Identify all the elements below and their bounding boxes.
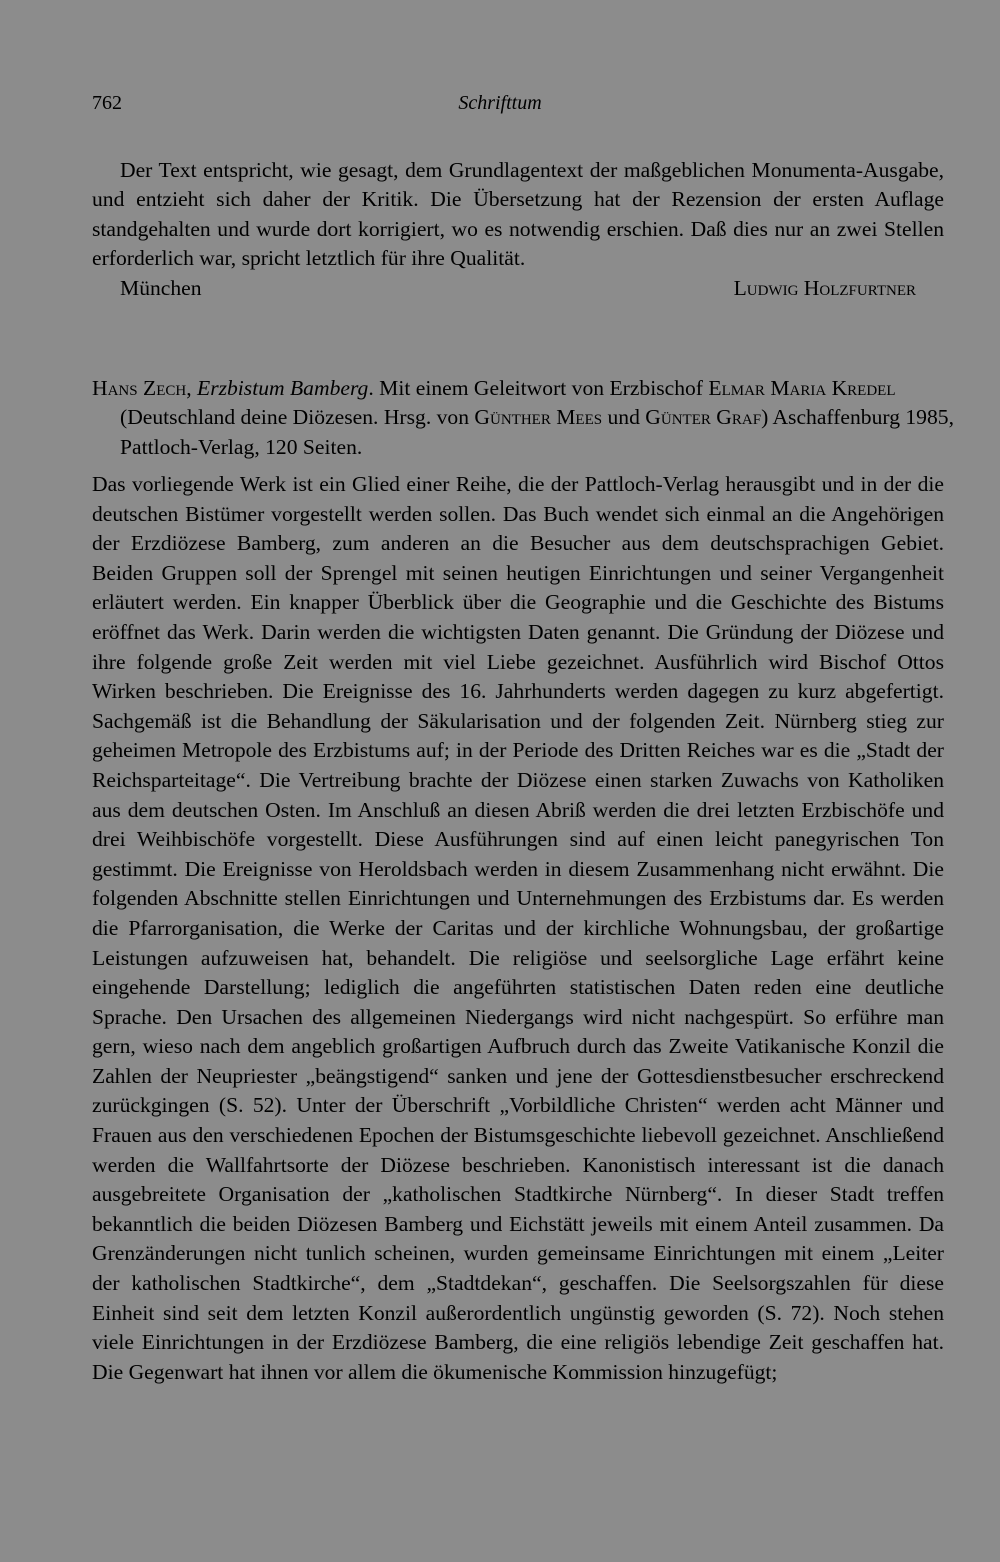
entry-editor-2: Günter Graf: [645, 405, 762, 430]
signature-line: [92, 274, 944, 303]
intro-paragraph: Der Text entspricht, wie gesagt, dem Grundlagentext der maßgeblichen Monumenta-Ausgabe, und entzieht sich daher der Kritik. Die Übersetzung hat der Rezension der ersten Auflage standgehalten und wurde dort korrigiert, wo es notwendig erschien. Daß dies nur an zwei Stellen erforderlich war, spricht letztlich für ihre Qualität.: [92, 158, 944, 271]
signature-place: München: [120, 275, 202, 300]
review-paragraph: Das vorliegende Werk ist ein Glied einer Reihe, die der Pattloch-Verlag herausgibt und in der die deutschen Bistümer vorgestellt werden sollen. Das Buch wendet sich einmal an die Angehörigen der Erzdiözese Bamberg, zum anderen an die Besucher aus dem deutschsprachigen Gebiet. Beiden Gruppen soll der Sprengel mit seinen heutigen Einrichtungen und seiner Vergangenheit erläutert werden. Ein knapper Überblick über die Geographie und die Geschichte des Bistums eröffnet das Werk. Darin werden die wichtigsten Daten genannt. Die Gründung der Diözese und ihre folgende große Zeit werden mit viel Liebe gezeichnet. Ausführlich wird Bischof Ottos Wirken beschrieben. Die Ereignisse des 16. Jahrhunderts werden dagegen zu kurz abgefertigt. Sachgemäß ist die Behandlung der Säkularisation und der folgenden Zeit. Nürnberg stieg zur geheimen Metropole des Erzbistums auf; in der Periode des Dritten Reiches war es die „Stadt der Reichsparteitage“. Die Vertreibung brachte der Diözese einen starken Zuwachs von Katholiken aus dem deutschen Osten. Im Anschluß an diesen Abriß werden die drei letzten Erzbischöfe und drei Weihbischöfe vorgestellt. Diese Ausführungen sind auf einen leicht panegyrischen Ton gestimmt. Die Ereignisse von Heroldsbach werden in diesem Zusammenhang nicht erwähnt. Die folgenden Abschnitte stellen Einrichtungen und Unternehmungen des Erzbistums dar. Es werden die Pfarrorganisation, die Werke der Caritas und der kirchliche Wohnungsbau, der großartige Leistungen aufzuweisen hat, behandelt. Die religiöse und seelsorgliche Lage erfährt keine eingehende Darstellung; lediglich die angeführten statistischen Daten reden eine deutliche Sprache. Den Ursachen des allgemeinen Niedergangs wird nicht nachgespürt. So erführe man gern, wieso nach dem angeblich großartigen Aufbruch durch das Zweite Vatikanische Konzil die Zahlen der Neupriester „beängstigend“ sanken und jene der Gottesdienstbesucher erschreckend zurückgingen (S. 52). Unter der Überschrift „Vorbildliche Christen“ werden acht Männer und Frauen aus den verschiedenen Epochen der Bistumsgeschichte liebevoll gezeichnet. Anschließend werden die Wallfahrtsorte der Diözese beschrieben. Kanonistisch interessant ist die danach ausgebreitete Organisation der „katholischen Stadtkirche Nürnberg“. In dieser Stadt treffen bekanntlich die beiden Diözesen Bamberg und Eichstätt jeweils mit einem Anteil zusammen. Da Grenzänderungen nicht tunlich scheinen, wurden gemeinsame Einrichtungen mit einem „Leiter der katholischen Stadtkirche“, dem „Stadtdekan“, geschaffen. Die Seelsorgszahlen für diese Einheit sind seit dem letzten Konzil außerordentlich ungünstig geworden (S. 72). Noch stehen viele Einrichtungen in der Erzdiözese Bamberg, die eine religiös lebendige Zeit geschaffen hat. Die Gegenwart hat ihnen vor allem die ökumenische Kommission hinzugefügt;: [92, 472, 944, 1384]
entry-text-4: ) Aschaffenburg 1985, Pattloch-Verlag, 120 Seiten.: [120, 405, 954, 459]
signature-reviewer: Ludwig Holzfurtner: [733, 275, 916, 300]
entry-text-2: (Deutschland deine Diözesen. Hrsg. von: [120, 405, 475, 430]
intro-section: [92, 156, 944, 303]
entry-foreword-author: Elmar Maria Kredel: [708, 376, 896, 400]
entry-text-3: und: [602, 405, 646, 430]
entry-editor-1: Günther Mees: [474, 405, 603, 430]
bibliographic-entry: [92, 374, 972, 462]
running-head: [92, 92, 908, 122]
entry-text-1: . Mit einem Geleitwort von Erzbischof: [368, 376, 709, 400]
review-body: [92, 470, 944, 1387]
entry-sep: ,: [186, 376, 197, 400]
entry-author: Hans Zech: [92, 376, 187, 400]
page-number: 762: [92, 92, 122, 114]
entry-title: Erzbistum Bamberg: [197, 376, 369, 400]
running-title: Schrifttum: [458, 92, 542, 114]
